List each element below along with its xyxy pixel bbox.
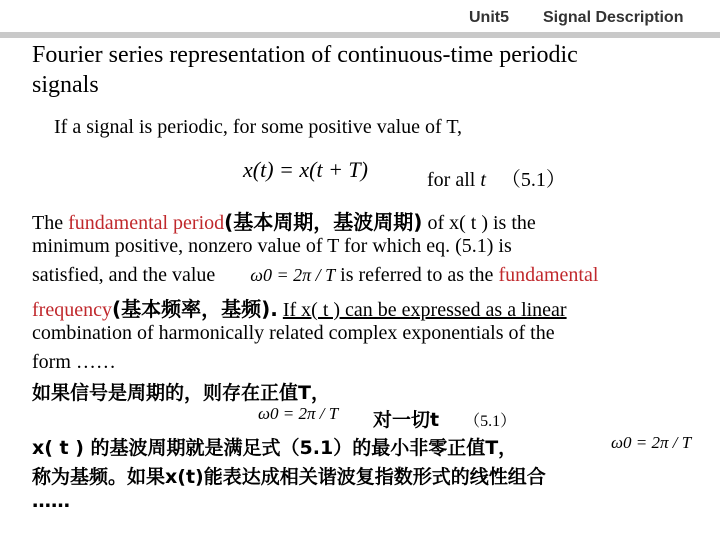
cn-line-5: …… bbox=[32, 490, 70, 512]
p1-line1-rest: of x( t ) is the bbox=[427, 212, 536, 234]
p1-the: The bbox=[32, 212, 64, 234]
periodicity-equation: x(t) = x(t + T) bbox=[243, 157, 368, 182]
term-fundamental-period: fundamental period bbox=[68, 212, 225, 234]
slide-title-line1: Fourier series representation of continuous-time periodic bbox=[32, 42, 578, 68]
eq-for-all: for all bbox=[427, 169, 476, 191]
cn-for-all-t: 对一切t bbox=[373, 409, 440, 431]
eq-number: （5.1） bbox=[500, 169, 566, 191]
paragraph-line-6: form …… bbox=[32, 351, 116, 373]
term-frequency: frequency bbox=[32, 299, 112, 321]
header-divider bbox=[0, 32, 720, 38]
term-fundamental-period-cn: (基本周期，基波周期) bbox=[224, 210, 423, 234]
cn-omega-formula: ω0 = 2π / T bbox=[258, 404, 339, 423]
cn-line-3: x( t ) 的基波周期就是满足式（5.1）的最小非零正值T， bbox=[32, 437, 518, 459]
unit-label: Unit5 bbox=[469, 9, 509, 26]
omega-formula: ω0 = 2π / T bbox=[250, 265, 336, 285]
p1-line3-b: is referred to as the bbox=[340, 264, 494, 286]
cn-omega-formula-2: ω0 = 2π / T bbox=[611, 433, 692, 452]
paragraph-line-4 bbox=[32, 293, 567, 322]
paragraph-line-2: minimum positive, nonzero value of T for which eq. (5.1) is bbox=[32, 235, 512, 257]
slide-title-line2: signals bbox=[32, 72, 99, 98]
p1-line4-rest: If x( t ) can be expressed as a linear bbox=[282, 299, 567, 321]
cn-line-4: 称为基频。如果x(t)能表达成相关谐波复指数形式的线性组合 bbox=[32, 466, 546, 488]
term-fundamental: fundamental bbox=[498, 264, 599, 286]
header-title: Signal Description bbox=[543, 9, 684, 26]
p1-line3-a: satisfied, and the value bbox=[32, 264, 216, 286]
intro-text: If a signal is periodic, for some positive value of T, bbox=[54, 116, 463, 138]
equation-condition bbox=[427, 163, 566, 192]
term-frequency-cn: (基本频率，基频). bbox=[111, 297, 278, 321]
eq-var-t: t bbox=[480, 169, 486, 191]
paragraph-line-1 bbox=[32, 206, 536, 235]
paragraph-line-3 bbox=[32, 264, 598, 287]
paragraph-line-5: combination of harmonically related complex exponentials of the bbox=[32, 322, 555, 344]
cn-line-1: 如果信号是周期的，则存在正值T， bbox=[32, 382, 330, 404]
cn-equation-condition bbox=[373, 405, 516, 432]
cn-eq-number: （5.1） bbox=[464, 413, 517, 430]
